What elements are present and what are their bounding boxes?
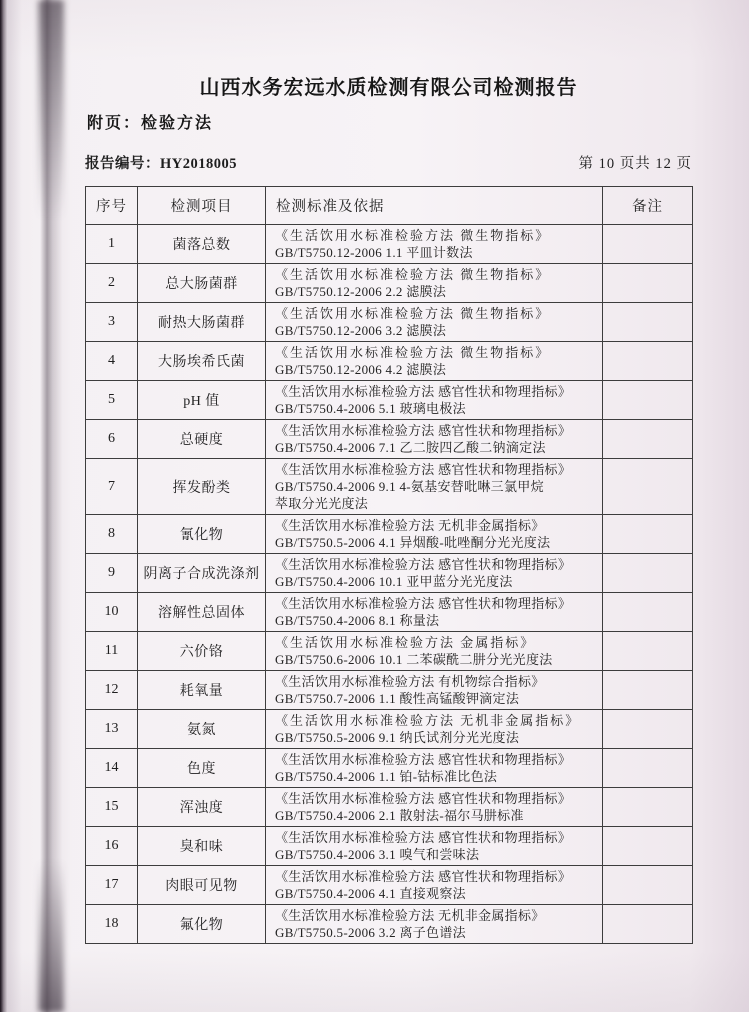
standard-line: 《生活饮用水标准检验方法 微生物指标》 (275, 306, 551, 321)
test-item: 浑浊度 (138, 788, 266, 827)
report-meta-line (85, 154, 692, 174)
standard-basis (266, 866, 603, 905)
test-item: 耗氧量 (138, 671, 266, 710)
standard-line: 《生活饮用水标准检验方法 微生物指标》 (275, 345, 551, 360)
standard-basis (266, 593, 603, 632)
standard-basis (266, 788, 603, 827)
row-number: 6 (86, 420, 138, 459)
test-item: 菌落总数 (138, 225, 266, 264)
header-检测项目: 检测项目 (138, 187, 266, 225)
standard-line: 《生活饮用水标准检验方法 无机非金属指标》 (275, 908, 545, 923)
standard-line: GB/T5750.4-2006 9.1 4-氨基安替吡啉三氯甲烷 (275, 479, 544, 494)
test-item: 色度 (138, 749, 266, 788)
header-检测标准及依据: 检测标准及依据 (266, 187, 603, 225)
standard-line: 《生活饮用水标准检验方法 无机非金属指标》 (275, 713, 581, 728)
table-row (86, 420, 693, 459)
header-序号: 序号 (86, 187, 138, 225)
row-number: 10 (86, 593, 138, 632)
standard-line: GB/T5750.5-2006 4.1 异烟酸-吡唑酮分光光度法 (275, 535, 551, 550)
test-item: pH 值 (138, 381, 266, 420)
standard-basis (266, 420, 603, 459)
standard-line: 《生活饮用水标准检验方法 感官性状和物理指标》 (275, 752, 572, 767)
standard-basis (266, 632, 603, 671)
standard-line: 《生活饮用水标准检验方法 感官性状和物理指标》 (275, 384, 572, 399)
row-number: 14 (86, 749, 138, 788)
row-number: 13 (86, 710, 138, 749)
test-item: 耐热大肠菌群 (138, 303, 266, 342)
standard-line: 《生活饮用水标准检验方法 微生物指标》 (275, 228, 551, 243)
test-item: 氰化物 (138, 515, 266, 554)
remark-cell (603, 710, 693, 749)
table-row (86, 459, 693, 515)
table-row (86, 632, 693, 671)
standard-line: 《生活饮用水标准检验方法 无机非金属指标》 (275, 518, 545, 533)
row-number: 9 (86, 554, 138, 593)
standard-line: GB/T5750.12-2006 3.2 滤膜法 (275, 323, 447, 338)
table-row (86, 749, 693, 788)
remark-cell (603, 515, 693, 554)
row-number: 1 (86, 225, 138, 264)
row-number: 4 (86, 342, 138, 381)
table-row (86, 342, 693, 381)
remark-cell (603, 554, 693, 593)
standard-line: 《生活饮用水标准检验方法 有机物综合指标》 (275, 674, 545, 689)
standard-line: 《生活饮用水标准检验方法 感官性状和物理指标》 (275, 557, 572, 572)
report-content (85, 0, 692, 944)
standard-line: 《生活饮用水标准检验方法 感官性状和物理指标》 (275, 869, 572, 884)
row-number: 3 (86, 303, 138, 342)
row-number: 5 (86, 381, 138, 420)
standard-basis (266, 264, 603, 303)
table-row (86, 827, 693, 866)
report-number-label: 报告编号： (85, 156, 160, 172)
header-备注: 备注 (603, 187, 693, 225)
standard-line: 《生活饮用水标准检验方法 感官性状和物理指标》 (275, 791, 572, 806)
remark-cell (603, 827, 693, 866)
remark-cell (603, 225, 693, 264)
standard-basis (266, 342, 603, 381)
standard-line: GB/T5750.6-2006 10.1 二苯碳酰二肼分光光度法 (275, 652, 553, 667)
table-row (86, 671, 693, 710)
remark-cell (603, 788, 693, 827)
row-number: 18 (86, 905, 138, 944)
standard-line: GB/T5750.12-2006 4.2 滤膜法 (275, 362, 447, 377)
remark-cell (603, 342, 693, 381)
standard-line: GB/T5750.7-2006 1.1 酸性高锰酸钾滴定法 (275, 691, 520, 706)
report-number (85, 154, 237, 174)
row-number: 11 (86, 632, 138, 671)
remark-cell (603, 866, 693, 905)
table-row (86, 554, 693, 593)
table-row (86, 225, 693, 264)
appendix-subtitle: 附页：检验方法 (87, 115, 214, 132)
standard-basis (266, 225, 603, 264)
test-item: 溶解性总固体 (138, 593, 266, 632)
row-number: 17 (86, 866, 138, 905)
page-indicator: 第 10 页共 12 页 (578, 156, 692, 172)
test-item: 肉眼可见物 (138, 866, 266, 905)
standard-line: 《生活饮用水标准检验方法 感官性状和物理指标》 (275, 830, 572, 845)
standard-line: 萃取分光光度法 (275, 496, 369, 511)
report-number-value: HY2018005 (160, 156, 237, 172)
standard-line: GB/T5750.12-2006 1.1 平皿计数法 (275, 245, 473, 260)
methods-table-body (86, 225, 693, 944)
remark-cell (603, 671, 693, 710)
table-row (86, 381, 693, 420)
standard-basis (266, 554, 603, 593)
table-row (86, 905, 693, 944)
table-row (86, 515, 693, 554)
row-number: 7 (86, 459, 138, 515)
test-item: 氟化物 (138, 905, 266, 944)
standard-line: GB/T5750.5-2006 9.1 纳氏试剂分光光度法 (275, 730, 520, 745)
standard-basis (266, 381, 603, 420)
standard-line: 《生活饮用水标准检验方法 感官性状和物理指标》 (275, 462, 572, 477)
table-row (86, 710, 693, 749)
standard-line: GB/T5750.5-2006 3.2 离子色谱法 (275, 925, 466, 940)
test-item: 六价铬 (138, 632, 266, 671)
scanner-background (0, 1012, 749, 1030)
test-item: 大肠埃希氏菌 (138, 342, 266, 381)
standard-line: GB/T5750.4-2006 7.1 乙二胺四乙酸二钠滴定法 (275, 440, 546, 455)
standard-line: 《生活饮用水标准检验方法 微生物指标》 (275, 267, 551, 282)
remark-cell (603, 905, 693, 944)
remark-cell (603, 264, 693, 303)
standard-basis (266, 905, 603, 944)
standard-basis (266, 515, 603, 554)
remark-cell (603, 749, 693, 788)
table-header-row (86, 187, 693, 225)
page-binding-shadow (0, 0, 40, 1012)
remark-cell (603, 420, 693, 459)
standard-line: GB/T5750.4-2006 4.1 直接观察法 (275, 886, 466, 901)
fold-shadow-top (38, 0, 64, 220)
standard-basis (266, 827, 603, 866)
standard-line: GB/T5750.4-2006 1.1 铂-钴标准比色法 (275, 769, 498, 784)
table-row (86, 303, 693, 342)
table-row (86, 593, 693, 632)
standard-line: GB/T5750.4-2006 10.1 亚甲蓝分光光度法 (275, 574, 513, 589)
standard-basis (266, 671, 603, 710)
remark-cell (603, 593, 693, 632)
fold-shadow-bottom (38, 860, 64, 1012)
row-number: 15 (86, 788, 138, 827)
test-item: 总硬度 (138, 420, 266, 459)
test-item: 阴离子合成洗涤剂 (138, 554, 266, 593)
row-number: 8 (86, 515, 138, 554)
test-item: 臭和味 (138, 827, 266, 866)
standard-line: GB/T5750.4-2006 5.1 玻璃电极法 (275, 401, 466, 416)
test-item: 挥发酚类 (138, 459, 266, 515)
remark-cell (603, 632, 693, 671)
standard-basis (266, 710, 603, 749)
standard-line: 《生活饮用水标准检验方法 金属指标》 (275, 635, 536, 650)
row-number: 2 (86, 264, 138, 303)
report-title: 山西水务宏远水质检测有限公司检测报告 (199, 77, 578, 99)
row-number: 12 (86, 671, 138, 710)
standard-basis (266, 303, 603, 342)
standard-basis (266, 459, 603, 515)
standard-line: GB/T5750.12-2006 2.2 滤膜法 (275, 284, 447, 299)
test-item: 氨氮 (138, 710, 266, 749)
standard-line: 《生活饮用水标准检验方法 感官性状和物理指标》 (275, 596, 572, 611)
table-row (86, 264, 693, 303)
table-row (86, 788, 693, 827)
standard-line: GB/T5750.4-2006 3.1 嗅气和尝味法 (275, 847, 480, 862)
remark-cell (603, 459, 693, 515)
remark-cell (603, 303, 693, 342)
test-methods-table (85, 186, 693, 944)
standard-line: GB/T5750.4-2006 8.1 称量法 (275, 613, 440, 628)
standard-line: GB/T5750.4-2006 2.1 散射法-福尔马肼标准 (275, 808, 524, 823)
standard-basis (266, 749, 603, 788)
test-item: 总大肠菌群 (138, 264, 266, 303)
table-row (86, 866, 693, 905)
row-number: 16 (86, 827, 138, 866)
standard-line: 《生活饮用水标准检验方法 感官性状和物理指标》 (275, 423, 572, 438)
remark-cell (603, 381, 693, 420)
